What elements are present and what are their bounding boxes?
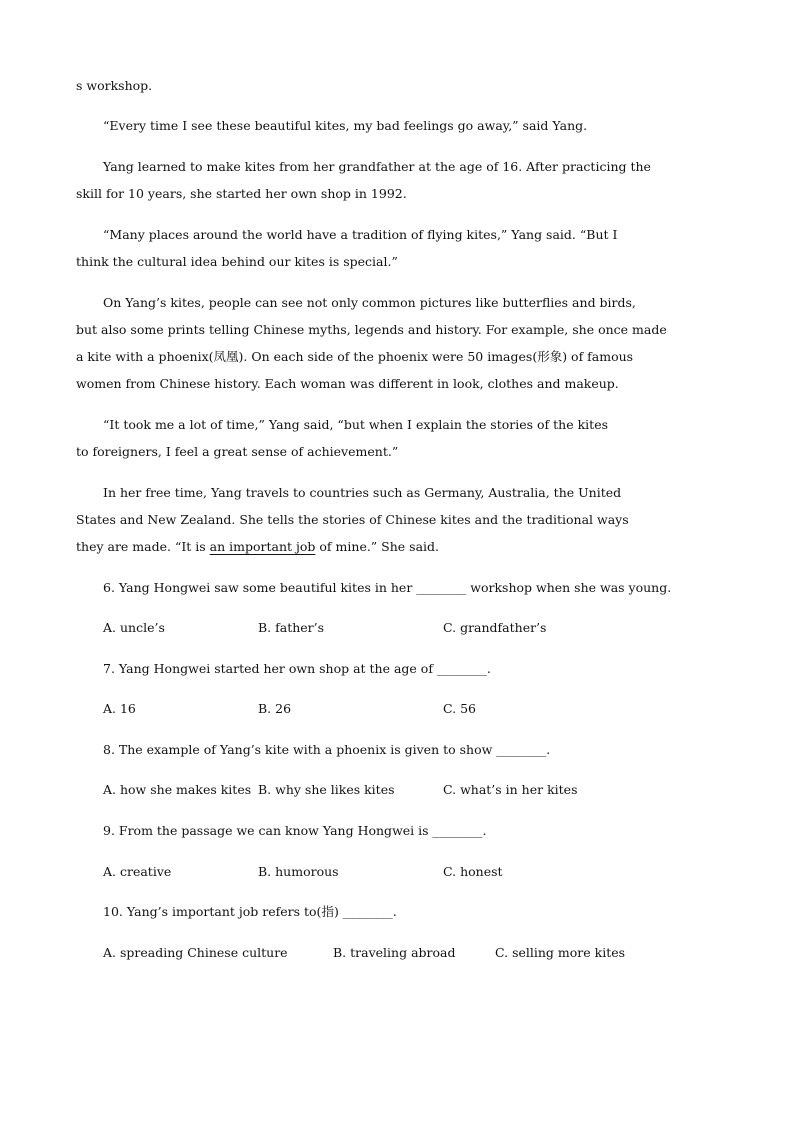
option-a: A. creative [103, 864, 172, 879]
question-stem: 8. The example of Yang’s kite with a phoenix is given to show ________. [103, 742, 551, 757]
passage-line: “Many places around the world have a tradition of flying kites,” Yang said. “But I [103, 227, 618, 242]
option-a: A. spreading Chinese culture [103, 945, 288, 960]
option-a: A. how she makes kites [103, 782, 252, 797]
option-c: C. honest [443, 864, 503, 879]
option-b: B. why she likes kites [258, 782, 395, 797]
passage-line: s workshop. [76, 78, 153, 93]
passage-text: of mine.” She said. [315, 539, 439, 554]
passage-text: they are made. “It is [76, 539, 210, 554]
passage-line: On Yang’s kites, people can see not only common pictures like butterflies and birds, [103, 295, 636, 310]
question-stem: 6. Yang Hongwei saw some beautiful kites in her ________ workshop when she was young. [103, 580, 672, 595]
passage-line: States and New Zealand. She tells the stories of Chinese kites and the traditional ways [76, 512, 629, 527]
underlined-phrase: an important job [209, 539, 316, 554]
passage-line: to foreigners, I feel a great sense of achievement.” [76, 444, 399, 459]
passage-line: but also some prints telling Chinese myths, legends and history. For example, she once made [76, 322, 667, 337]
option-a: A. uncle’s [103, 620, 165, 635]
option-c: C. 56 [443, 701, 476, 716]
passage-line: Yang learned to make kites from her grandfather at the age of 16. After practicing the [103, 159, 651, 174]
passage-line: think the cultural idea behind our kites is special.” [76, 254, 398, 269]
question-stem: 9. From the passage we can know Yang Hongwei is ________. [103, 823, 487, 838]
passage-line [76, 539, 439, 555]
passage-line: In her free time, Yang travels to countries such as Germany, Australia, the United [103, 485, 622, 500]
option-b: B. traveling abroad [333, 945, 456, 960]
option-c: C. what’s in her kites [443, 782, 578, 797]
option-b: B. humorous [258, 864, 339, 879]
question-stem: 10. Yang’s important job refers to(指) ________. [103, 904, 397, 919]
question-stem: 7. Yang Hongwei started her own shop at the age of ________. [103, 661, 491, 676]
passage-line: skill for 10 years, she started her own shop in 1992. [76, 186, 407, 201]
option-b: B. father’s [258, 620, 325, 635]
option-c: C. grandfather’s [443, 620, 547, 635]
option-b: B. 26 [258, 701, 292, 716]
option-a: A. 16 [103, 701, 136, 716]
passage-line: “It took me a lot of time,” Yang said, “but when I explain the stories of the kites [103, 417, 609, 432]
option-c: C. selling more kites [495, 945, 626, 960]
passage-line: “Every time I see these beautiful kites, my bad feelings go away,” said Yang. [103, 118, 588, 133]
passage-line: women from Chinese history. Each woman was different in look, clothes and makeup. [76, 376, 619, 391]
passage-line: a kite with a phoenix(凤凰). On each side of the phoenix were 50 images(形象) of famous [76, 349, 634, 364]
